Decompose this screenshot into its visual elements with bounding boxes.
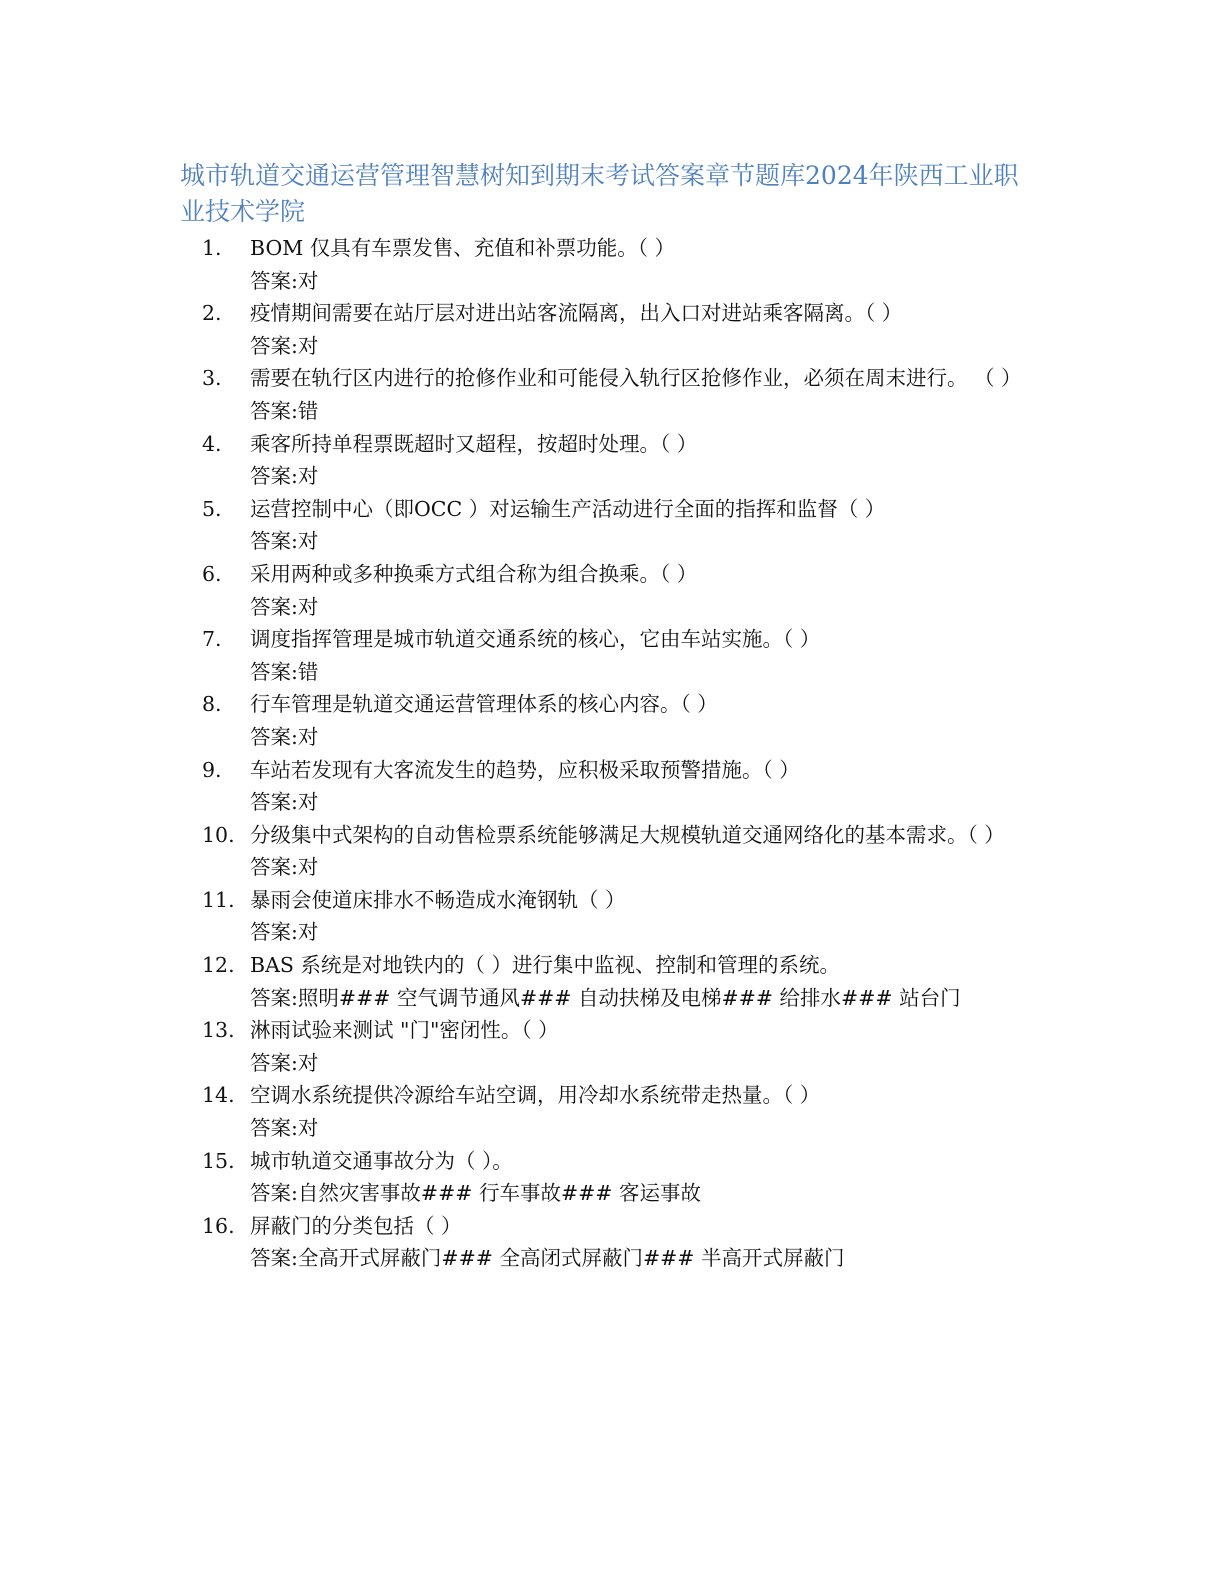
question-item-8: [0, 688, 1224, 753]
question-text: 暴雨会使道床排水不畅造成水淹钢轨（ ）: [250, 887, 626, 912]
question-item-16: [0, 1210, 1224, 1275]
answer-text: 答案:对: [250, 1050, 319, 1075]
answer-text: 答案:对: [250, 1116, 319, 1141]
question-text: 空调水系统提供冷源给车站空调，用冷却水系统带走热量。（ ）: [250, 1083, 821, 1108]
question-item-15: [0, 1145, 1224, 1210]
question-number: 11.: [202, 887, 235, 912]
answer-text: 答案:对: [250, 268, 319, 293]
question-item-12: [0, 949, 1224, 1014]
question-text: 采用两种或多种换乘方式组合称为组合换乘。（ ）: [250, 561, 698, 586]
question-item-5: [0, 493, 1224, 558]
question-item-6: [0, 558, 1224, 623]
question-text: 调度指挥管理是城市轨道交通系统的核心，它由车站实施。（ ）: [250, 627, 821, 652]
question-text: BOM 仅具有车票发售、充值和补票功能。（ ）: [250, 236, 676, 260]
answer-text: 答案:照明### 空气调节通风### 自动扶梯及电梯### 给排水### 站台门: [250, 985, 961, 1010]
question-number: 3.: [202, 366, 222, 391]
question-number: 10.: [202, 822, 235, 847]
answer-text: 答案:错: [250, 398, 319, 423]
answer-text: 答案:对: [250, 790, 319, 815]
question-item-7: [0, 623, 1224, 688]
question-list: [0, 232, 1224, 1275]
question-text: 城市轨道交通事故分为（ ）。: [250, 1148, 513, 1173]
question-item-11: [0, 884, 1224, 949]
question-text: 分级集中式架构的自动售检票系统能够满足大规模轨道交通网络化的基本需求。（ ）: [250, 822, 1005, 847]
answer-text: 答案:错: [250, 659, 319, 684]
answer-text: 答案:对: [250, 724, 319, 749]
question-item-9: [0, 754, 1224, 819]
question-number: 16.: [202, 1213, 235, 1238]
question-number: 2.: [202, 301, 222, 326]
question-text: 屏蔽门的分类包括（ ）: [250, 1213, 462, 1238]
question-number: 12.: [202, 953, 235, 978]
question-number: 7.: [202, 627, 222, 652]
question-text: BAS 系统是对地铁内的（ ）进行集中监视、控制和管理的系统。: [250, 953, 840, 978]
question-text: 运营控制中心（即OCC ）对运输生产活动进行全面的指挥和监督（ ）: [250, 496, 886, 521]
answer-text: 答案:对: [250, 920, 319, 945]
question-number: 8.: [202, 692, 222, 717]
document-title: 城市轨道交通运营管理智慧树知到期末考试答案章节题库2024年陕西工业职业技术学院: [180, 161, 1019, 226]
question-number: 14.: [202, 1083, 235, 1108]
question-item-2: [0, 297, 1224, 362]
question-number: 15.: [202, 1148, 235, 1173]
question-item-4: [0, 428, 1224, 493]
answer-text: 答案:自然灾害事故### 行车事故### 客运事故: [250, 1181, 701, 1206]
question-text: 疫情期间需要在站厅层对进出站客流隔离，出入口对进站乘客隔离。（ ）: [250, 301, 903, 326]
question-item-3: [0, 362, 1224, 427]
answer-text: 答案:对: [250, 594, 319, 619]
question-text: 乘客所持单程票既超时又超程，按超时处理。（ ）: [250, 431, 698, 456]
question-number: 13.: [202, 1018, 235, 1043]
answer-text: 答案:对: [250, 529, 319, 554]
question-text: 车站若发现有大客流发生的趋势，应积极采取预警措施。（ ）: [250, 757, 800, 782]
question-text: 行车管理是轨道交通运营管理体系的核心内容。（ ）: [250, 692, 718, 717]
question-item-10: [0, 819, 1224, 884]
answer-text: 答案:对: [250, 464, 319, 489]
question-text: 需要在轨行区内进行的抢修作业和可能侵入轨行区抢修作业，必须在周末进行。 （ ）: [250, 366, 1022, 391]
question-number: 1.: [202, 236, 222, 260]
question-item-14: [0, 1079, 1224, 1144]
question-number: 6.: [202, 561, 222, 586]
question-number: 4.: [202, 431, 222, 456]
answer-text: 答案:全高开式屏蔽门### 全高闭式屏蔽门### 半高开式屏蔽门: [250, 1246, 845, 1271]
question-text: 淋雨试验来测试 "门"密闭性。（ ）: [250, 1018, 559, 1043]
answer-text: 答案:对: [250, 333, 319, 358]
question-number: 9.: [202, 757, 222, 782]
answer-text: 答案:对: [250, 855, 319, 880]
question-item-1: [0, 232, 1224, 297]
question-number: 5.: [202, 496, 222, 521]
question-item-13: [0, 1014, 1224, 1079]
